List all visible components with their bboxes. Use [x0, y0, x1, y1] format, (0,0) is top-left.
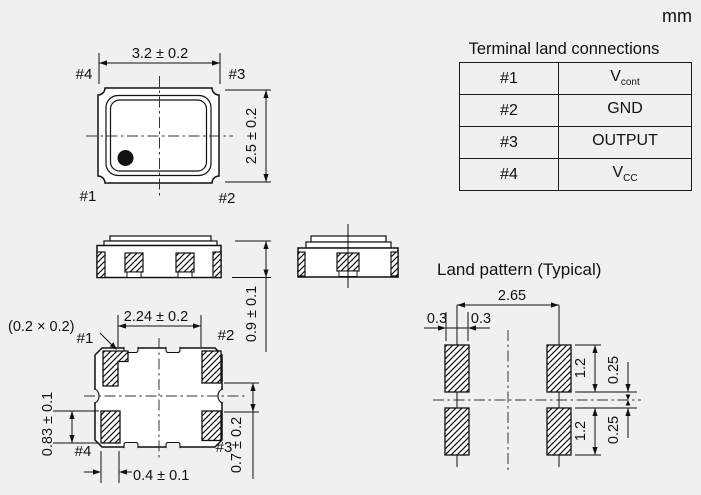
- lid-step-top: [110, 236, 211, 241]
- land-pattern-title: Land pattern (Typical): [437, 260, 602, 279]
- pad-foot: [178, 272, 192, 278]
- signal-subscript: CC: [623, 173, 638, 185]
- pin1-index-dot: [118, 150, 134, 166]
- signal-label: GND: [607, 100, 643, 118]
- units-label: mm: [662, 6, 692, 26]
- side-terminal-right: [213, 252, 221, 278]
- dim-index-notch-label: (0.2 × 0.2): [8, 319, 75, 335]
- dim-gap-bottom-label: 0.25: [606, 415, 622, 445]
- dim-pad-length-top: [592, 345, 597, 392]
- dim-pad-length-top-label: 1.2: [573, 357, 589, 379]
- terminal-pad-2: [202, 351, 221, 383]
- bottom-pad: [176, 253, 194, 272]
- pin-label-1: #1: [79, 188, 97, 205]
- terminal-table-title: Terminal land connections: [468, 40, 660, 58]
- dim-inner-span-label: 2.24 ± 0.2: [123, 309, 189, 325]
- dim-offset-right-label: 0.3: [470, 311, 492, 327]
- dim-body-height-label: 2.5 ± 0.2: [244, 107, 260, 165]
- bottom-pad: [125, 253, 143, 272]
- side-terminal-right: [391, 252, 398, 276]
- pin-label-2: #2: [217, 327, 235, 344]
- end-side-view: [298, 224, 398, 288]
- pin-label-4: #4: [75, 66, 93, 83]
- dim-pad-height-label: 0.83 ± 0.1: [40, 391, 56, 457]
- land-pad-bottom-right: [547, 408, 571, 455]
- body-side: [97, 246, 221, 278]
- dim-pad-width-label: 0.4 ± 0.1: [133, 468, 190, 484]
- terminal-number-cell: #1: [460, 63, 559, 95]
- dim-pad-length-bottom-label: 1.2: [573, 420, 589, 442]
- dim-gap-top-label: 0.25: [606, 355, 622, 385]
- pin-label-1: #1: [76, 330, 94, 347]
- dim-pad-gap-label: 0.7 ± 0.2: [229, 416, 245, 474]
- dim-offset-left-label: 0.3: [426, 311, 448, 327]
- front-side-view: [97, 236, 271, 352]
- pin-label-3: #3: [228, 66, 246, 83]
- land-pattern: [424, 260, 641, 470]
- land-pad-top-left: [445, 345, 469, 392]
- dim-pad-length-bottom: [592, 408, 597, 455]
- signal-subscript: cont: [620, 77, 640, 89]
- terminal-number-cell: #4: [460, 159, 559, 191]
- dim-package-height-label: 0.9 ± 0.1: [244, 285, 260, 343]
- pin-label-3: #3: [215, 439, 233, 456]
- pin-label-2: #2: [218, 190, 236, 207]
- land-pad-bottom-left: [445, 408, 469, 455]
- dim-pitch-label: 2.65: [497, 288, 527, 304]
- terminal-number-cell: #2: [460, 95, 559, 127]
- dim-pad-height: [53, 411, 99, 443]
- top-view: [76, 46, 271, 207]
- signal-label: V: [612, 164, 624, 182]
- side-terminal-left: [298, 252, 305, 276]
- pin-label-4: #4: [74, 443, 92, 460]
- signal-label: OUTPUT: [592, 132, 658, 150]
- dim-body-width-label: 3.2 ± 0.2: [131, 46, 189, 62]
- pad-foot: [127, 272, 141, 278]
- terminal-pad-3: [202, 411, 221, 441]
- terminal-number-cell: #3: [460, 127, 559, 159]
- land-pad-top-right: [547, 345, 571, 392]
- signal-label: V: [610, 68, 621, 86]
- side-terminal-left: [97, 252, 105, 278]
- bottom-view: [8, 309, 259, 484]
- terminal-pad-4: [101, 411, 120, 443]
